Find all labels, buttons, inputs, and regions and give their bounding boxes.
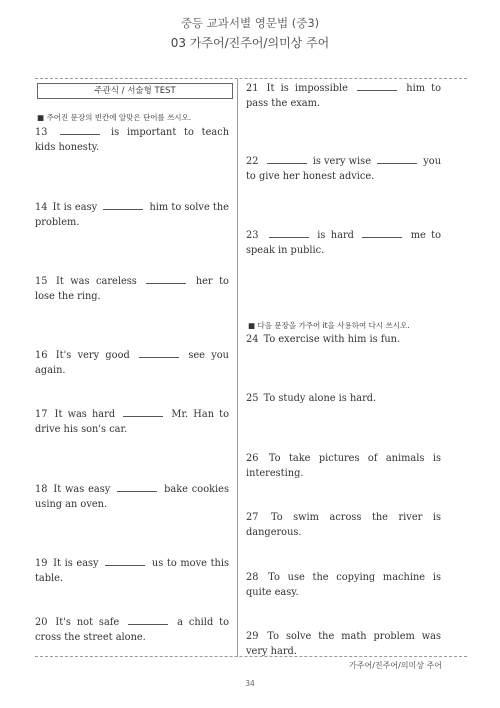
- question-text: you to give her honest advice.: [246, 156, 442, 182]
- question-text: a child to cross the street alone.: [35, 617, 229, 643]
- answer-blank[interactable]: [128, 616, 168, 625]
- answer-blank[interactable]: [117, 483, 157, 492]
- question-text-before: It was easy: [53, 484, 111, 495]
- question-number: 26: [246, 453, 259, 464]
- question-text-before: It was careless: [55, 276, 137, 287]
- answer-blank[interactable]: [267, 155, 307, 164]
- question-25: [246, 391, 441, 406]
- question-number: 17: [35, 409, 48, 420]
- answer-blank[interactable]: [357, 82, 397, 91]
- answer-blank[interactable]: [377, 155, 417, 164]
- question-number: 16: [35, 350, 48, 361]
- question-number: 27: [246, 512, 259, 523]
- question-number: 14: [35, 202, 48, 213]
- question-text: To take pictures of animals is interesting.: [246, 453, 441, 479]
- question-text: see you again.: [35, 350, 229, 376]
- question-text-mid: is hard: [317, 230, 354, 241]
- question-text-before: It's very good: [55, 350, 130, 361]
- question-number: 28: [246, 572, 259, 583]
- column-divider: [237, 79, 238, 657]
- question-text: To study alone is hard.: [263, 393, 377, 404]
- question-text: her to lose the ring.: [35, 276, 229, 302]
- question-text-before: It is easy: [53, 558, 99, 569]
- answer-blank[interactable]: [362, 229, 402, 238]
- question-number: 20: [35, 617, 48, 628]
- question-22: [246, 154, 441, 184]
- question-29: [246, 629, 441, 659]
- question-text: To exercise with him is fun.: [263, 334, 401, 345]
- answer-blank[interactable]: [103, 201, 143, 210]
- question-text-mid: is very wise: [312, 156, 372, 167]
- question-27: [246, 510, 441, 540]
- top-divider: [35, 78, 467, 79]
- question-text: me to speak in public.: [246, 230, 441, 256]
- question-number: 23: [246, 230, 259, 241]
- question-number: 21: [246, 83, 259, 94]
- question-number: 19: [35, 558, 48, 569]
- answer-blank[interactable]: [269, 229, 309, 238]
- question-text-before: It's not safe: [55, 617, 120, 628]
- answer-blank[interactable]: [123, 408, 163, 417]
- question-number: 15: [35, 276, 48, 287]
- question-13: [35, 125, 229, 155]
- question-23: [246, 228, 441, 258]
- question-number: 29: [246, 631, 259, 642]
- left-instruction: ■ 주어진 문장의 빈칸에 알맞은 단어를 쓰시오.: [37, 113, 192, 122]
- question-26: [246, 451, 441, 481]
- question-24: [246, 332, 441, 347]
- question-text-before: It is impossible: [266, 83, 348, 94]
- right-instruction: ■ 다음 문장을 가주어 it을 사용하여 다시 쓰시오.: [248, 321, 410, 330]
- question-text: To swim across the river is dangerous.: [246, 512, 441, 538]
- question-text: To solve the math problem was very hard.: [246, 631, 441, 657]
- question-text-before: It is easy: [52, 202, 98, 213]
- question-text: him to solve the problem.: [35, 202, 229, 228]
- question-number: 24: [246, 334, 259, 345]
- question-text: is important to teach kids honesty.: [35, 127, 230, 153]
- question-18: [35, 482, 229, 512]
- question-14: [35, 200, 229, 230]
- document-title: 중등 교과서별 영문법 (중3): [180, 16, 320, 30]
- question-number: 13: [35, 127, 48, 138]
- chapter-subtitle: 03 가주어/진주어/의미상 주어: [170, 36, 330, 50]
- question-17: [35, 407, 229, 437]
- question-text: To use the copying machine is quite easy.: [246, 572, 441, 598]
- footer-label: 가주어/진주어/의미상 주어: [349, 661, 442, 670]
- question-20: [35, 615, 229, 645]
- question-16: [35, 348, 229, 378]
- question-text: bake cookies using an oven.: [35, 484, 229, 510]
- question-text-before: It was hard: [54, 409, 116, 420]
- answer-blank[interactable]: [60, 126, 100, 135]
- question-number: 22: [246, 156, 259, 167]
- question-28: [246, 570, 441, 600]
- answer-blank[interactable]: [146, 275, 186, 284]
- question-number: 25: [246, 393, 259, 404]
- page-number: 34: [245, 679, 255, 688]
- question-21: [246, 81, 441, 111]
- question-text: us to move this table.: [35, 558, 229, 584]
- section-label: 주관식 / 서술형 TEST: [37, 83, 233, 99]
- question-15: [35, 274, 229, 304]
- answer-blank[interactable]: [105, 557, 145, 566]
- question-text: Mr. Han to drive his son's car.: [35, 409, 229, 435]
- question-text: him to pass the exam.: [246, 83, 441, 109]
- answer-blank[interactable]: [139, 349, 179, 358]
- question-number: 18: [35, 484, 48, 495]
- question-19: [35, 556, 229, 586]
